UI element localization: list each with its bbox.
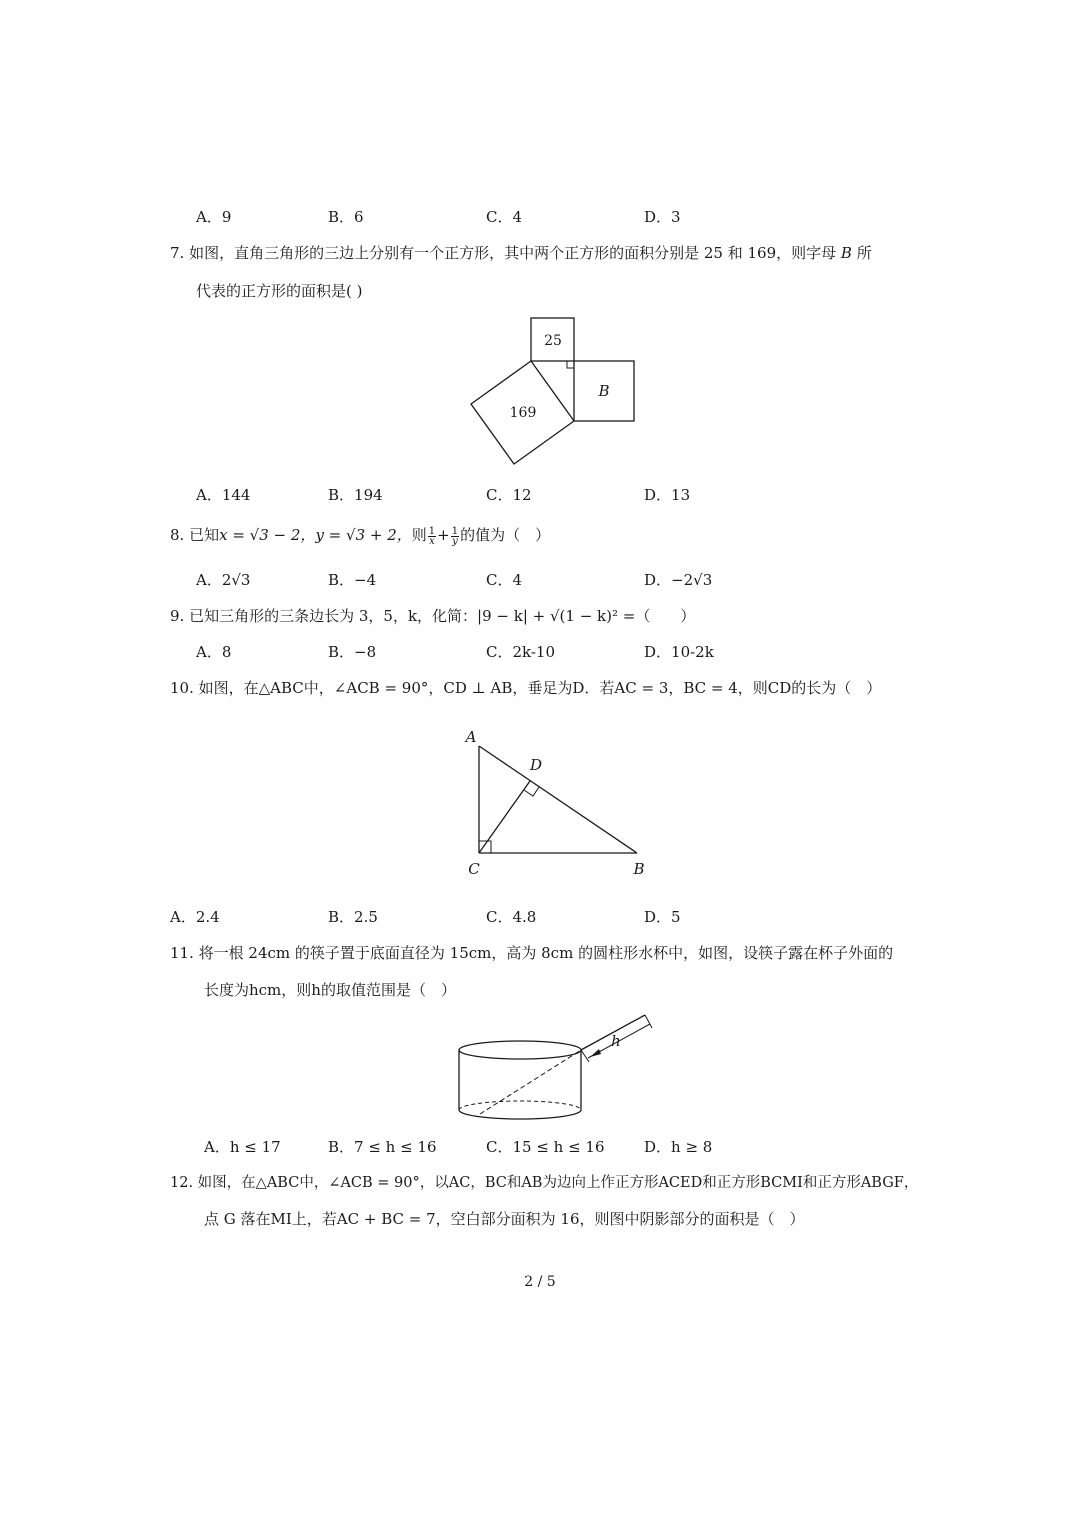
- q8-option-d[interactable]: D．−2√3: [644, 571, 713, 589]
- q7-option-d[interactable]: D．13: [644, 486, 691, 504]
- q11-number: 11.: [170, 944, 194, 962]
- q7-option-b[interactable]: B．194: [328, 486, 383, 504]
- q7-line1: 如图，直角三角形的三边上分别有一个正方形，其中两个正方形的面积分别是 25 和 169，则字母: [189, 244, 837, 262]
- q7-line2: 代表的正方形的面积是( ): [196, 282, 363, 300]
- q9-text: 已知三角形的三条边长为 3，5，k，化简：|9 − k| + √(1 − k)² =（ ）: [189, 607, 696, 625]
- q8-frac2-den: y: [452, 535, 458, 547]
- q10-label-a: A: [465, 728, 477, 746]
- q9-number: 9.: [170, 607, 185, 625]
- q11-dim-tick-bottom: [581, 1050, 589, 1062]
- q7-label-25: 25: [544, 333, 562, 349]
- q7-line1-end: 所: [856, 244, 872, 262]
- q8-option-b[interactable]: B．−4: [328, 571, 377, 589]
- q7-number: 7.: [170, 244, 185, 262]
- q11-cup-top: [459, 1041, 581, 1059]
- q9-option-d[interactable]: D．10-2k: [644, 643, 714, 661]
- q8-plus: +: [437, 526, 450, 544]
- q12-number: 12.: [170, 1175, 194, 1191]
- q12-line2: 点 G 落在MI上，若AC + BC = 7，空白部分面积为 16，则图中阴影部分的面积是（ ）: [204, 1210, 805, 1228]
- q8-option-c[interactable]: C．4: [486, 571, 523, 589]
- q7-label-169: 169: [509, 405, 537, 421]
- q7-option-a[interactable]: A．144: [196, 486, 251, 504]
- q8-then: 则: [411, 526, 427, 544]
- q10-option-a[interactable]: A．2.4: [170, 908, 220, 926]
- q11-label-h: h: [611, 1032, 621, 1050]
- q6-option-a[interactable]: A．9: [196, 208, 232, 226]
- q11-option-a[interactable]: A．h ≤ 17: [204, 1138, 281, 1156]
- q11-option-c[interactable]: C．15 ≤ h ≤ 16: [486, 1138, 605, 1156]
- q11-dim-arrow: [590, 1049, 601, 1057]
- q6-option-d[interactable]: D．3: [644, 208, 681, 226]
- q8-frac1-den: x: [429, 535, 435, 547]
- q11-line2: 长度为hcm，则h的取值范围是（ ）: [204, 981, 456, 999]
- q10-option-b[interactable]: B．2.5: [328, 908, 378, 926]
- q8-number: 8.: [170, 526, 185, 544]
- q11-line1: 将一根 24cm 的筷子置于底面直径为 15cm，高为 8cm 的圆柱形水杯中，如图，设筷子露在杯子外面的: [198, 944, 894, 962]
- q7-option-c[interactable]: C．12: [486, 486, 532, 504]
- page-number: 2 / 5: [524, 1274, 556, 1290]
- q10-label-b: B: [633, 860, 645, 878]
- q8-frac2-num: 1: [451, 525, 459, 537]
- q8-prefix: 已知: [189, 526, 220, 544]
- q8-frac1-num: 1: [428, 525, 436, 537]
- q7-label-b: B: [598, 382, 610, 400]
- q10-label-c: C: [468, 860, 480, 878]
- q10-text: 如图，在△ABC中，∠ACB = 90°，CD ⊥ AB，垂足为D．若AC = 3，BC = 4，则CD的长为（ ）: [198, 679, 882, 697]
- q10-number: 10.: [170, 679, 194, 697]
- q9-option-c[interactable]: C．2k-10: [486, 643, 556, 661]
- q11-cup-bottom-front: [459, 1110, 581, 1119]
- q8-x-part: x = √3 − 2，: [219, 526, 316, 544]
- q8-y-part: y = √3 + 2，: [315, 526, 412, 544]
- q12-question: [170, 1173, 918, 1193]
- q10-option-d[interactable]: D．5: [644, 908, 681, 926]
- q10-option-c[interactable]: C．4.8: [486, 908, 537, 926]
- q11-option-d[interactable]: D．h ≥ 8: [644, 1138, 713, 1156]
- q11-cup-bottom-back: [459, 1101, 581, 1110]
- q8-option-a[interactable]: A．2√3: [196, 571, 251, 589]
- q11-option-b[interactable]: B．7 ≤ h ≤ 16: [328, 1138, 437, 1156]
- q6-option-c[interactable]: C．4: [486, 208, 523, 226]
- q12-line1: 如图，在△ABC中，∠ACB = 90°，以AC，BC和AB为边向上作正方形ACED和正方形BCMI和正方形ABGF，: [197, 1175, 919, 1191]
- q6-option-b[interactable]: B．6: [328, 208, 364, 226]
- q9-option-b[interactable]: B．−8: [328, 643, 377, 661]
- q7-var-b: B: [840, 244, 852, 262]
- q10-label-d: D: [529, 756, 543, 774]
- q8-suffix: 的值为（ ）: [460, 526, 551, 544]
- q9-option-a[interactable]: A．8: [196, 643, 232, 661]
